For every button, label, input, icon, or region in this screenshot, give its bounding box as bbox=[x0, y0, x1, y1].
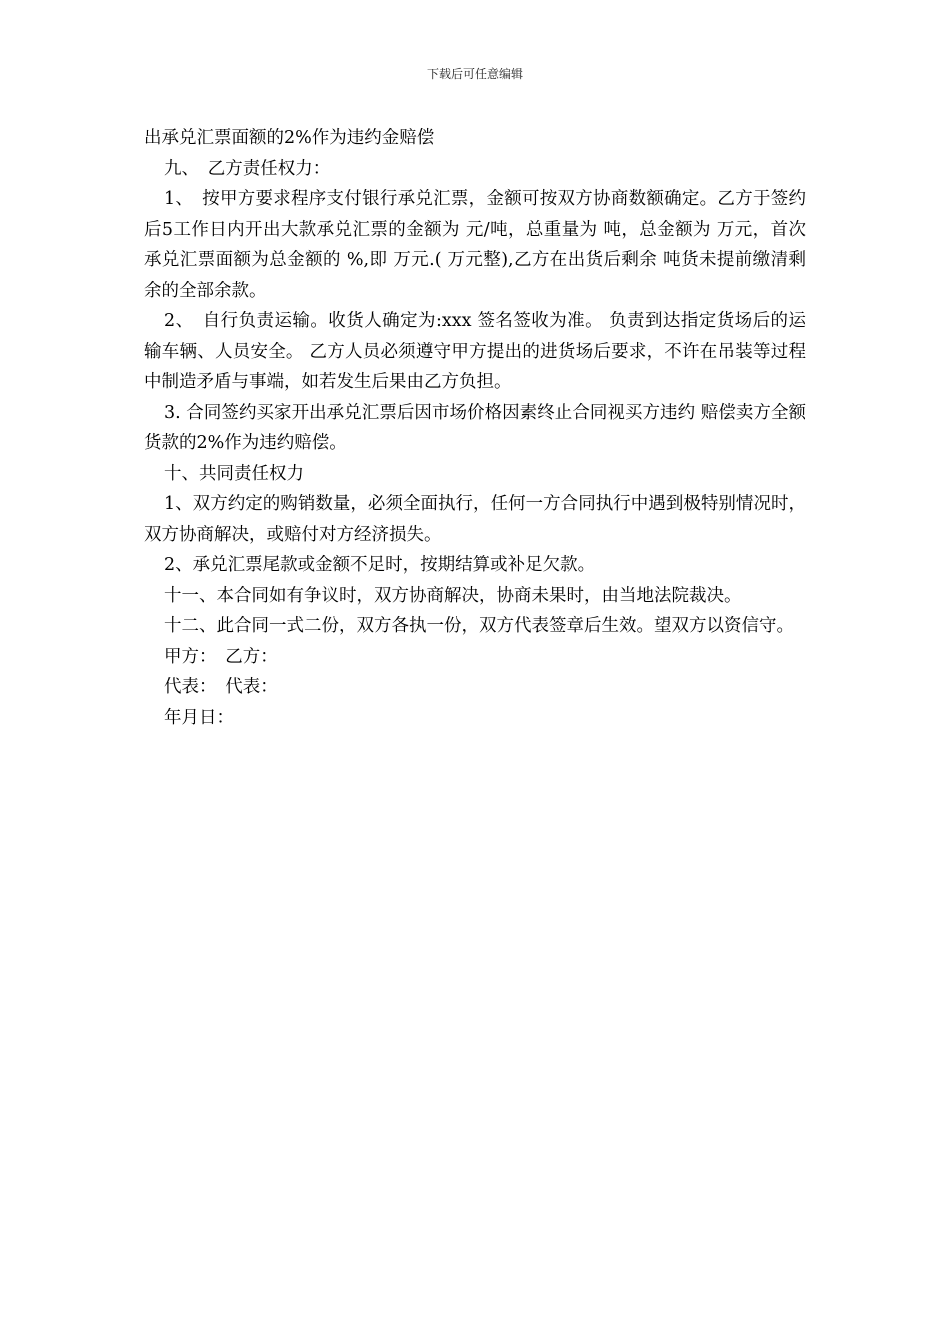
section-heading-nine: 九、 乙方责任权力： bbox=[164, 158, 331, 179]
contract-body bbox=[144, 123, 806, 733]
signature-representatives: 代表： 代表： bbox=[164, 677, 278, 697]
paragraph-clause: 3. 合同签约买家开出承兑汇票后因市场价格因素终止合同视买方违约 赔偿卖方全额货款的2%作为违约赔偿。 bbox=[144, 402, 806, 453]
paragraph-clause: 1、 按甲方要求程序支付银行承兑汇票，金额可按双方协商数额确定。乙方于签约后5工作日内开出大款承兑汇票的金额为 元/吨，总重量为 吨，总金额为 万元，首次承兑汇票面额为总金额的 %,即 万元.( 万元整),乙方在出货后剩余 吨货未提前缴清剩余的全部余款。 bbox=[144, 189, 806, 301]
section-twelve: 十二、此合同一式二份，双方各执一份，双方代表签章后生效。望双方以资信守。 bbox=[164, 616, 794, 636]
paragraph-clause: 1、双方约定的购销数量，必须全面执行，任何一方合同执行中遇到极特别情况时，双方协商解决，或赔付对方经济损失。 bbox=[144, 494, 806, 545]
section-heading-ten: 十、共同责任权力 bbox=[164, 463, 304, 484]
paragraph-clause: 2、 自行负责运输。收货人确定为:xxx 签名签收为准。 负责到达指定货场后的运输车辆、人员安全。 乙方人员必须遵守甲方提出的进货场后要求，不许在吊装等过程中制造矛盾与事端，如若发生后果由乙方负担。 bbox=[144, 311, 806, 392]
signature-date: 年月日： bbox=[164, 707, 234, 728]
paragraph-clause: 2、承兑汇票尾款或金额不足时，按期结算或补足欠款。 bbox=[164, 555, 596, 575]
page-header: 下载后可任意编辑 bbox=[426, 67, 523, 81]
paragraph-continuation: 出承兑汇票面额的2%作为违约金赔偿 bbox=[144, 128, 435, 148]
section-eleven: 十一、本合同如有争议时，双方协商解决，协商未果时，由当地法院裁决。 bbox=[164, 585, 742, 606]
signature-parties: 甲方： 乙方： bbox=[164, 646, 278, 667]
